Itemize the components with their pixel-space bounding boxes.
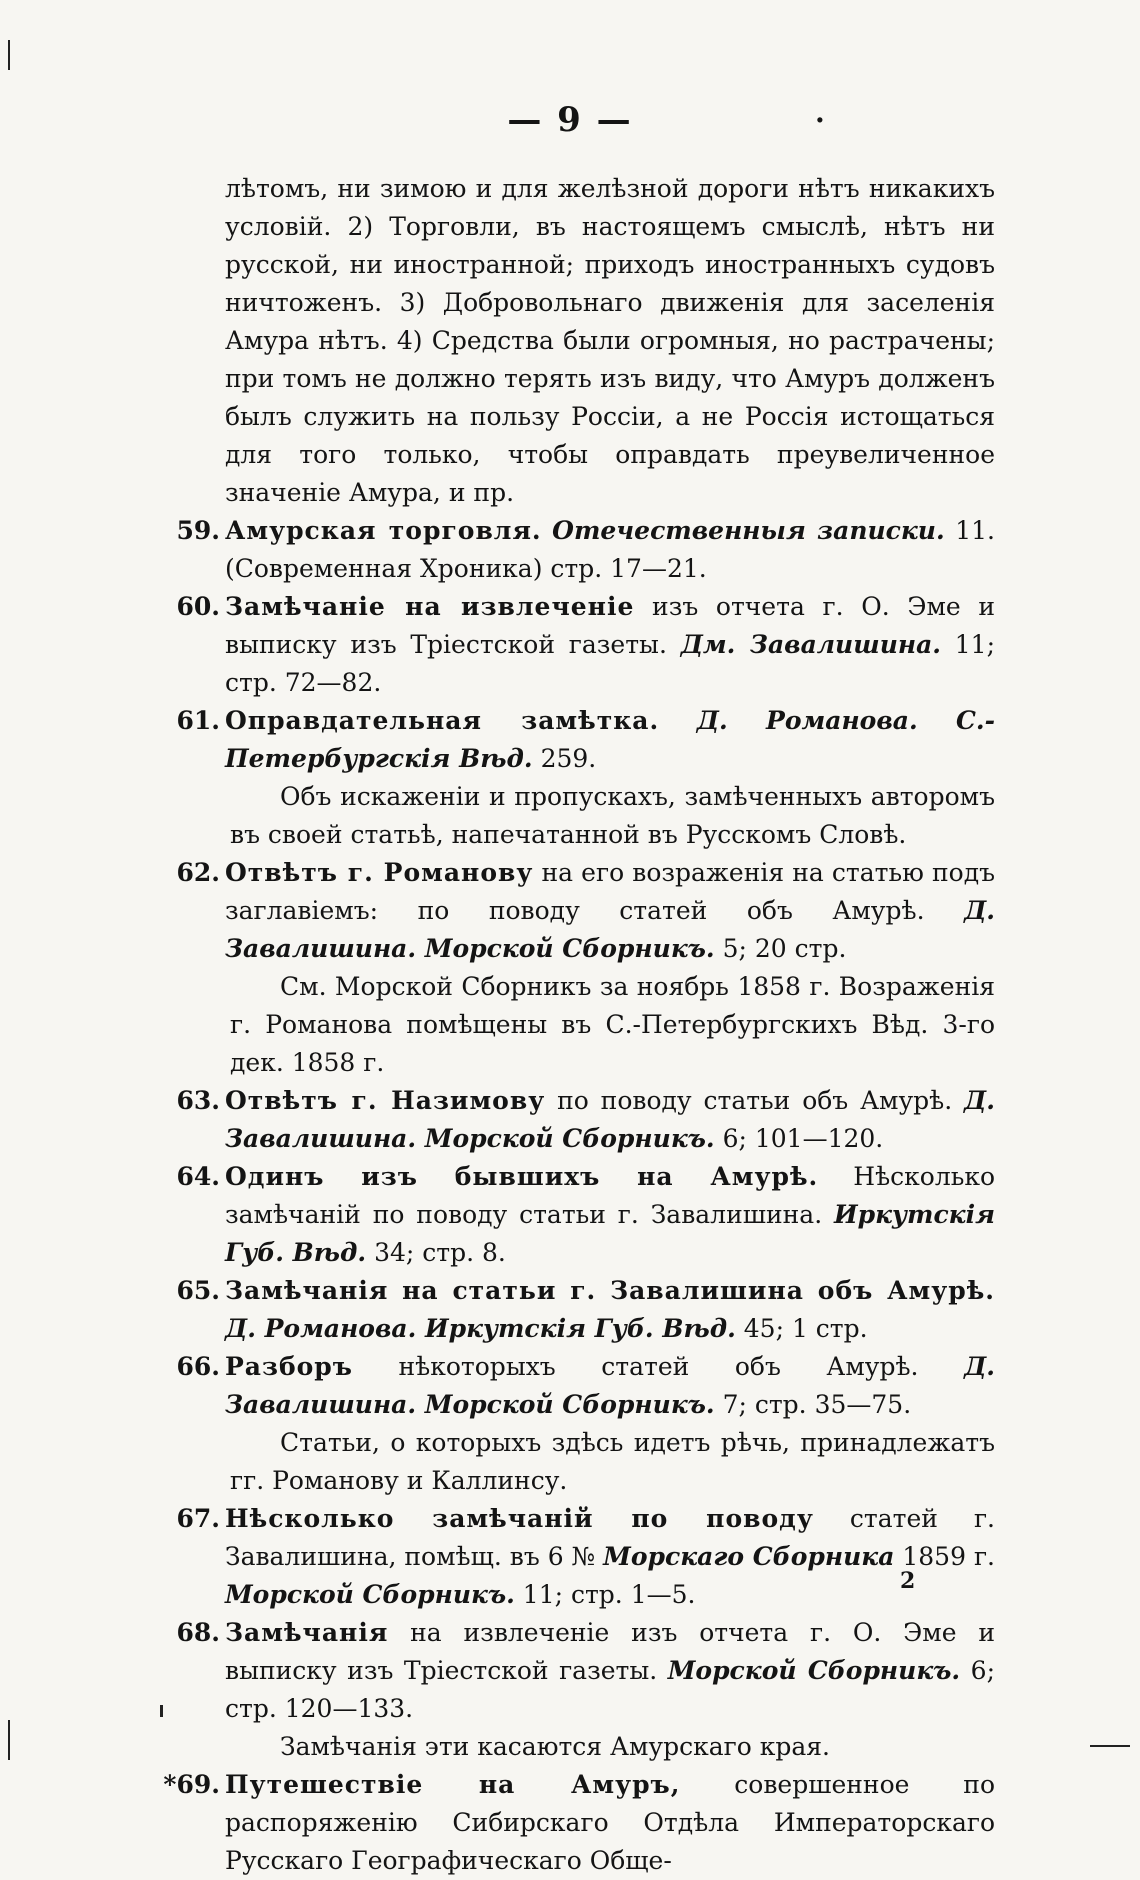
entry-number: 61.: [176, 706, 220, 735]
entry-note: Замѣчанія эти касаются Амурскаго края.: [280, 1732, 830, 1761]
entry-text: [659, 706, 697, 735]
entry-title: Замѣчаніе на извлеченіе: [225, 592, 635, 621]
bibliography-entry: [80, 1158, 995, 1272]
bibliography-entry: [80, 1082, 995, 1158]
page-body: [80, 170, 995, 1880]
entry-source: Морской Сборникъ.: [667, 1656, 961, 1685]
entry-source: Д. Романова. С.-Петербургскія Вѣд.: [225, 706, 995, 773]
bibliography-entry: [80, 1272, 995, 1348]
scan-speck: [160, 1705, 163, 1717]
bibliography-entry: [80, 588, 995, 702]
entry-title: Оправдательная замѣтка.: [225, 706, 660, 735]
entry-pages: 11. (Современная Хроника) стр. 17—21.: [225, 516, 995, 583]
entry-pages: 7; стр. 35—75.: [714, 1390, 912, 1419]
entry-text: на его возраженія на статью подъ заглавіемъ: по поводу статей объ Амурѣ.: [225, 858, 995, 925]
entry-text: совершенное по распоряженію Сибирскаго Отдѣла Императорскаго Русскаго Географическаго Обще-: [225, 1770, 995, 1875]
entry-note: Статьи, о которыхъ здѣсь идетъ рѣчь, принадлежатъ гг. Романову и Каллинсу.: [230, 1428, 995, 1495]
entry-text: на извлеченіе изъ отчета г. О. Эме и выписку изъ Тріестской газеты.: [225, 1618, 995, 1685]
entry-number: 59.: [176, 516, 220, 545]
entry-pages: 6; стр. 120—133.: [225, 1656, 995, 1723]
entry-note: Объ искаженіи и пропускахъ, замѣченныхъ авторомъ въ своей статьѣ, напечатанной въ Русскомъ Словѣ.: [230, 782, 995, 849]
signature-mark: 2: [900, 1568, 916, 1594]
entry-number: 67.: [176, 1504, 220, 1533]
entry-text: по поводу статьи объ Амурѣ.: [545, 1086, 965, 1115]
entry-title: Амурская торговля.: [225, 516, 542, 545]
entry-number: 60.: [176, 592, 220, 621]
entry-pages: 259.: [532, 744, 597, 773]
speck: .: [815, 96, 825, 129]
entry-pages: 5; 20 стр.: [714, 934, 847, 963]
entry-year: 1859 г.: [894, 1542, 995, 1571]
bibliography-entry: [80, 702, 995, 778]
bibliography-entry: [80, 1500, 995, 1614]
entry-text: [542, 516, 553, 545]
bibliography-entry: [80, 512, 995, 588]
entry-title: Отвѣтъ г. Романову: [225, 858, 534, 887]
bibliography-entry: [80, 1614, 995, 1728]
entry-pages: 6; 101—120.: [714, 1124, 884, 1153]
entry-number: 63.: [176, 1086, 220, 1115]
entry-text: статей г. Завалишина, помѣщ. въ 6 №: [225, 1504, 995, 1571]
entry-title: Одинъ изъ бывшихъ на Амурѣ.: [225, 1162, 819, 1191]
entry-number: 65.: [176, 1276, 220, 1305]
continuation-paragraph: лѣтомъ, ни зимою и для желѣзной дороги нѣтъ никакихъ условій. 2) Торговли, въ настоящемъ смыслѣ, нѣтъ ни русской, ни иностранной; приходъ иностранныхъ судовъ ничтоженъ. 3) Добровольнаго движенія для заселенія Амура нѣтъ. 4) Средства были огромныя, но растрачены; при томъ не должно терять изъ виду, что Амуръ долженъ былъ служить на пользу Россіи, а не Россія истощаться для того только, чтобы оправдать преувеличенное значеніе Амура, и пр.: [225, 174, 995, 507]
entry-note: См. Морской Сборникъ за ноябрь 1858 г. Возраженія г. Романова помѣщены въ С.-Петербургскихъ Вѣд. 3-го дек. 1858 г.: [230, 972, 995, 1077]
page-number: — 9 —: [507, 100, 633, 140]
bibliography-entry: [80, 1766, 995, 1880]
entry-text: нѣкоторыхъ статей объ Амурѣ.: [352, 1352, 965, 1381]
scan-edge-mark: [8, 40, 10, 70]
entry-pages: 11; стр. 1—5.: [514, 1580, 696, 1609]
entry-source: Д. Завалишина. Морской Сборникъ.: [225, 1086, 995, 1153]
entry-number: *69.: [163, 1770, 220, 1799]
scan-edge-mark: [8, 1720, 10, 1760]
entry-source: Дм. Завалишина.: [680, 630, 941, 659]
entry-number: 64.: [176, 1162, 220, 1191]
entry-source: Д. Завалишина. Морской Сборникъ.: [225, 896, 995, 963]
entry-source: Морскаго Сборника: [603, 1542, 895, 1571]
entry-title: Замѣчанія на статьи г. Завалишина объ Амурѣ.: [225, 1276, 995, 1305]
entry-source: Д. Романова. Иркутскія Губ. Вѣд.: [225, 1314, 736, 1343]
entry-pages: 11; стр. 72—82.: [225, 630, 996, 697]
entry-source: Д. Завалишина. Морской Сборникъ.: [225, 1352, 995, 1419]
entry-title: Отвѣтъ г. Назимову: [225, 1086, 546, 1115]
entry-source: Отечественныя записки.: [552, 516, 945, 545]
entry-number: 66.: [176, 1352, 220, 1381]
entry-title: Замѣчанія: [225, 1618, 389, 1647]
bibliography-entry: [80, 1348, 995, 1424]
entry-pages: 34; стр. 8.: [366, 1238, 506, 1267]
entry-title: Разборъ: [225, 1352, 353, 1381]
entry-title: Путешествіе на Амуръ,: [225, 1770, 681, 1799]
entry-number: 68.: [176, 1618, 220, 1647]
entry-number: 62.: [176, 858, 220, 887]
entry-source: Иркутскія Губ. Вѣд.: [225, 1200, 995, 1267]
bibliography-entry: [80, 854, 995, 968]
scan-edge-mark: [1090, 1745, 1130, 1747]
entry-text: Нѣсколько замѣчаній по поводу статьи г. Завалишина.: [225, 1162, 996, 1229]
entry-title: Нѣсколько замѣчаній по поводу: [225, 1504, 814, 1533]
entry-source-2: Морской Сборникъ.: [225, 1580, 515, 1609]
entry-pages: 45; 1 стр.: [735, 1314, 868, 1343]
entry-text: изъ отчета г. О. Эме и выписку изъ Тріестской газеты.: [225, 592, 996, 659]
